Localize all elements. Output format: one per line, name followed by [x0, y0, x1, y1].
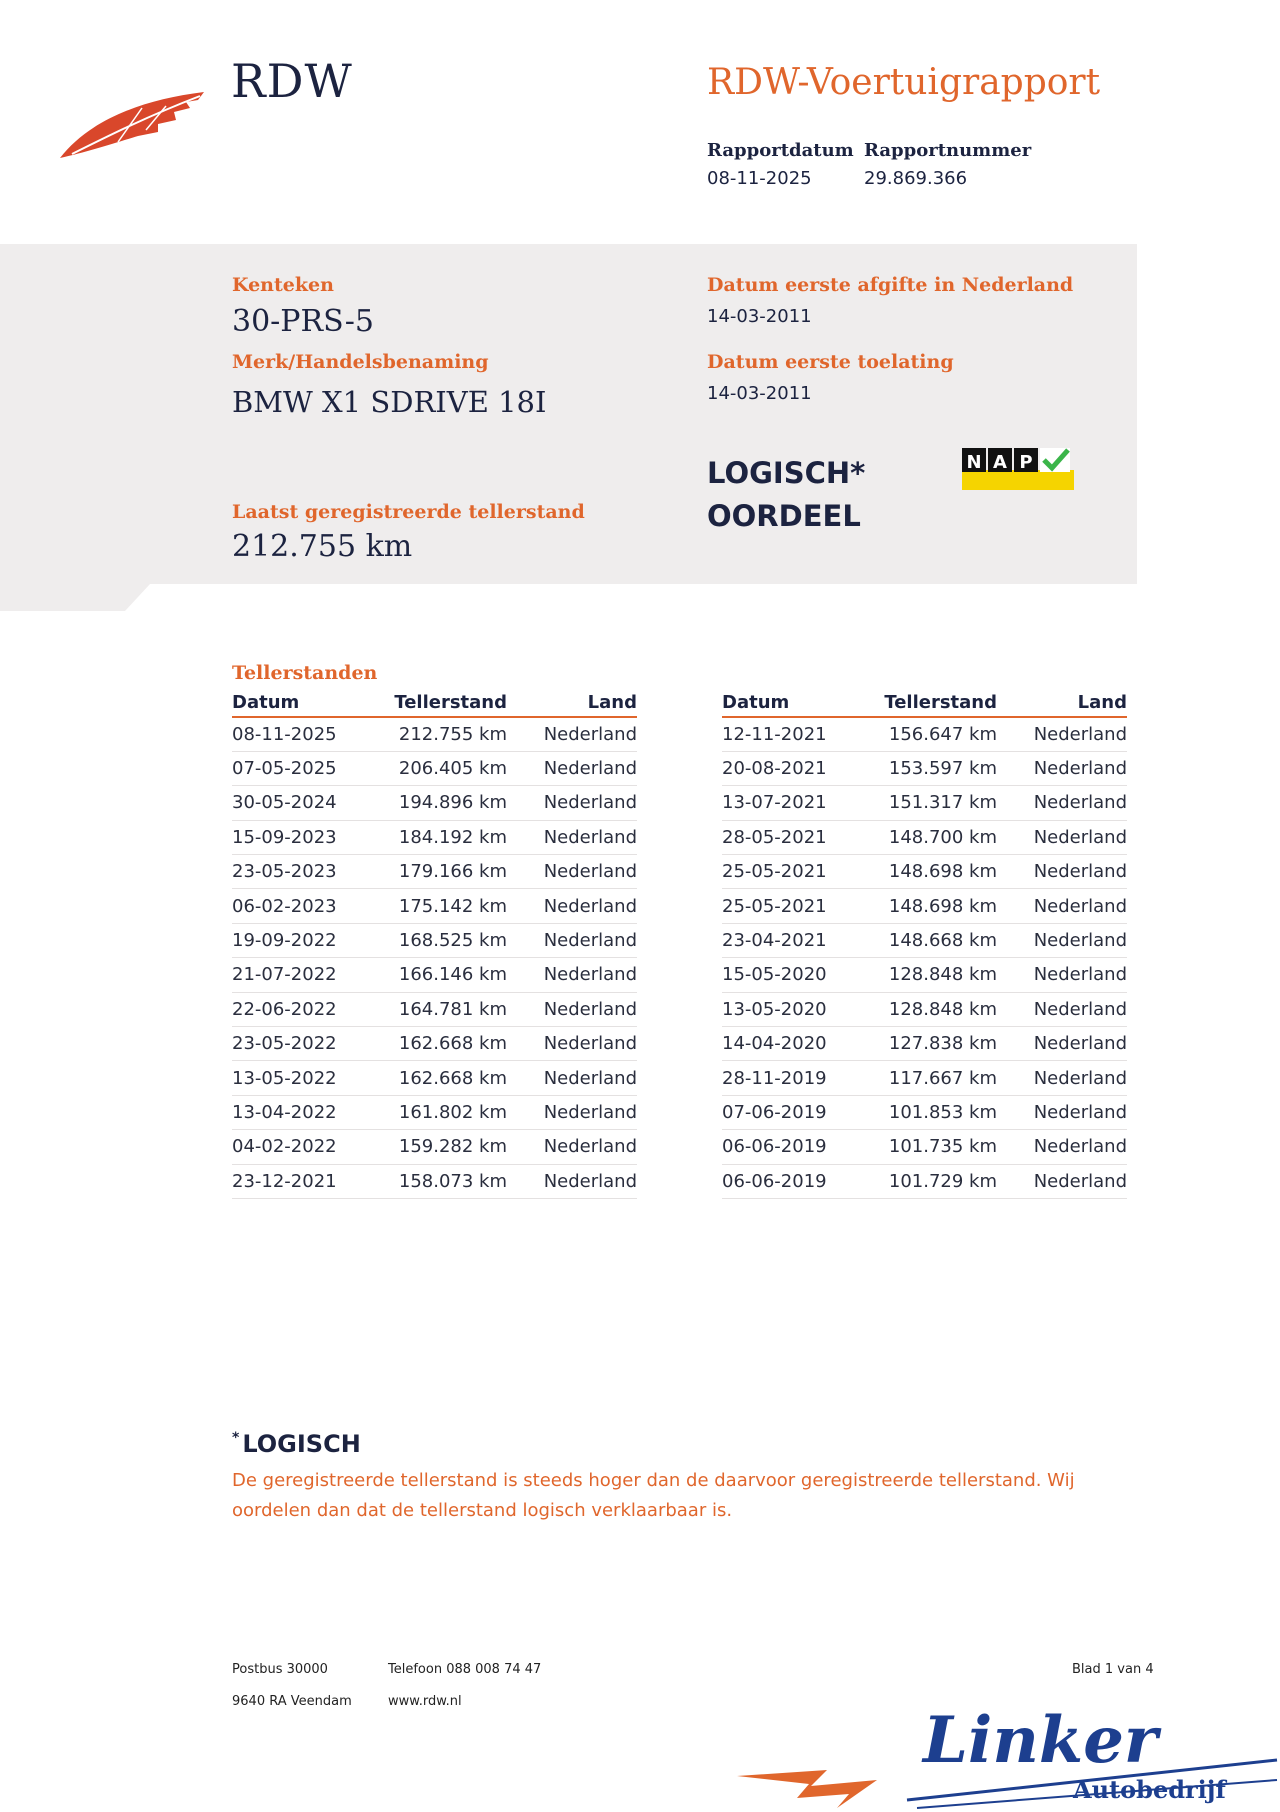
cell-date: 12-11-2021: [722, 717, 882, 751]
odometer-table-right-body: [722, 717, 1127, 1198]
cell-odometer: 168.525 km: [392, 923, 507, 957]
cell-country: Nederland: [507, 923, 637, 957]
cell-odometer: 162.668 km: [392, 1027, 507, 1061]
first-admission-value: 14-03-2011: [707, 383, 812, 404]
cell-date: 28-11-2019: [722, 1061, 882, 1095]
logisch-heading: [232, 1430, 361, 1458]
cell-date: 15-05-2020: [722, 958, 882, 992]
column-header-odometer: Tellerstand: [882, 688, 997, 717]
cell-odometer: 127.838 km: [882, 1027, 997, 1061]
cell-country: Nederland: [507, 958, 637, 992]
table-row: [722, 889, 1127, 923]
table-row: [232, 1027, 637, 1061]
cell-date: 13-04-2022: [232, 1095, 392, 1129]
cell-date: 19-09-2022: [232, 923, 392, 957]
table-row: [722, 1027, 1127, 1061]
plate-label: Kenteken: [232, 274, 334, 296]
report-date-label: Rapportdatum: [707, 140, 854, 161]
cell-odometer: 128.848 km: [882, 992, 997, 1026]
cell-odometer: 162.668 km: [392, 1061, 507, 1095]
cell-date: 23-04-2021: [722, 923, 882, 957]
cell-country: Nederland: [997, 751, 1127, 785]
cell-country: Nederland: [507, 717, 637, 751]
table-row: [722, 1061, 1127, 1095]
cell-odometer: 161.802 km: [392, 1095, 507, 1129]
cell-date: 08-11-2025: [232, 717, 392, 751]
table-row: [722, 923, 1127, 957]
table-row: [232, 1061, 637, 1095]
cell-date: 22-06-2022: [232, 992, 392, 1026]
cell-country: Nederland: [997, 958, 1127, 992]
footer-website[interactable]: www.rdw.nl: [388, 1694, 462, 1709]
verdict-line-1: LOGISCH*: [707, 456, 866, 490]
cell-date: 21-07-2022: [232, 958, 392, 992]
cell-odometer: 153.597 km: [882, 751, 997, 785]
table-row: [722, 717, 1127, 751]
cell-odometer: 117.667 km: [882, 1061, 997, 1095]
table-row: [232, 717, 637, 751]
cell-country: Nederland: [997, 855, 1127, 889]
table-row: [722, 820, 1127, 854]
odometer-table-left-body: [232, 717, 637, 1198]
cell-date: 23-12-2021: [232, 1164, 392, 1198]
table-row: [722, 786, 1127, 820]
cell-country: Nederland: [507, 1164, 637, 1198]
cell-date: 13-05-2020: [722, 992, 882, 1026]
cell-odometer: 148.668 km: [882, 923, 997, 957]
table-row: [232, 1164, 637, 1198]
cell-country: Nederland: [997, 1095, 1127, 1129]
dealer-logo: [737, 1690, 1280, 1812]
cell-odometer: 159.282 km: [392, 1130, 507, 1164]
table-row: [722, 751, 1127, 785]
column-header-date: Datum: [722, 688, 882, 717]
cell-country: Nederland: [507, 751, 637, 785]
cell-country: Nederland: [507, 1095, 637, 1129]
logisch-explanation: De geregistreerde tellerstand is steeds hoger dan de daarvoor geregistreerde tellerstand. Wij oordelen dan dat de tellerstand logisch verklaarbaar is.: [232, 1470, 1075, 1521]
verdict-title: [707, 452, 865, 538]
table-row: [722, 958, 1127, 992]
table-row: [232, 1095, 637, 1129]
table-row: [722, 992, 1127, 1026]
cell-odometer: 148.698 km: [882, 889, 997, 923]
cell-country: Nederland: [997, 889, 1127, 923]
make-label: Merk/Handelsbenaming: [232, 351, 489, 373]
dealer-name: Linker: [923, 1703, 1158, 1778]
odometer-table-right: [722, 688, 1127, 1199]
cell-country: Nederland: [997, 1027, 1127, 1061]
table-row: [232, 923, 637, 957]
plate-value: 30-PRS-5: [232, 304, 374, 339]
footer-postbus: Postbus 30000: [232, 1662, 328, 1677]
report-number-value: 29.869.366: [864, 168, 968, 189]
cell-date: 23-05-2023: [232, 855, 392, 889]
cell-date: 13-05-2022: [232, 1061, 392, 1095]
odometer-history-heading: Tellerstanden: [232, 662, 378, 684]
cell-country: Nederland: [997, 1130, 1127, 1164]
cell-country: Nederland: [997, 992, 1127, 1026]
cell-date: 23-05-2022: [232, 1027, 392, 1061]
table-row: [722, 1130, 1127, 1164]
cell-odometer: 156.647 km: [882, 717, 997, 751]
cell-date: 30-05-2024: [232, 786, 392, 820]
first-admission-label: Datum eerste toelating: [707, 351, 954, 373]
cell-odometer: 148.698 km: [882, 855, 997, 889]
cell-odometer: 166.146 km: [392, 958, 507, 992]
cell-date: 28-05-2021: [722, 820, 882, 854]
cell-country: Nederland: [507, 1027, 637, 1061]
cell-odometer: 128.848 km: [882, 958, 997, 992]
table-row: [232, 855, 637, 889]
cell-date: 13-07-2021: [722, 786, 882, 820]
report-number-label: Rapportnummer: [864, 140, 1032, 161]
table-row: [722, 1095, 1127, 1129]
page-title: RDW-Voertuigrapport: [707, 62, 1101, 103]
cell-country: Nederland: [997, 923, 1127, 957]
cell-date: 06-02-2023: [232, 889, 392, 923]
cell-country: Nederland: [507, 855, 637, 889]
table-row: [232, 889, 637, 923]
column-header-country: Land: [997, 688, 1127, 717]
cell-date: 20-08-2021: [722, 751, 882, 785]
verdict-line-2: OORDEEL: [707, 499, 861, 533]
cell-odometer: 179.166 km: [392, 855, 507, 889]
cell-date: 25-05-2021: [722, 889, 882, 923]
table-row: [232, 751, 637, 785]
table-row: [232, 958, 637, 992]
brand-name: RDW: [231, 54, 353, 108]
odometer-table-left: [232, 688, 637, 1199]
footnote-star: *: [232, 1430, 240, 1446]
nap-letter-p: P: [1019, 452, 1033, 473]
cell-odometer: 158.073 km: [392, 1164, 507, 1198]
cell-date: 07-05-2025: [232, 751, 392, 785]
table-row: [722, 1164, 1127, 1198]
cell-country: Nederland: [997, 786, 1127, 820]
cell-country: Nederland: [997, 717, 1127, 751]
page-number: Blad 1 van 4: [1072, 1662, 1154, 1677]
cell-odometer: 101.729 km: [882, 1164, 997, 1198]
cell-country: Nederland: [997, 1164, 1127, 1198]
table-header-row: [722, 688, 1127, 717]
table-row: [232, 1130, 637, 1164]
cell-date: 15-09-2023: [232, 820, 392, 854]
cell-odometer: 164.781 km: [392, 992, 507, 1026]
cell-odometer: 206.405 km: [392, 751, 507, 785]
cell-country: Nederland: [507, 820, 637, 854]
table-row: [722, 855, 1127, 889]
column-header-country: Land: [507, 688, 637, 717]
cell-odometer: 194.896 km: [392, 786, 507, 820]
cell-odometer: 151.317 km: [882, 786, 997, 820]
cell-country: Nederland: [997, 1061, 1127, 1095]
logisch-heading-text: LOGISCH: [242, 1430, 361, 1458]
column-header-date: Datum: [232, 688, 392, 717]
odometer-value: 212.755 km: [232, 529, 413, 564]
cell-odometer: 101.735 km: [882, 1130, 997, 1164]
cell-odometer: 184.192 km: [392, 820, 507, 854]
cell-country: Nederland: [507, 889, 637, 923]
cell-country: Nederland: [507, 1061, 637, 1095]
nap-logo-icon: [960, 444, 1076, 492]
cell-date: 25-05-2021: [722, 855, 882, 889]
cell-odometer: 148.700 km: [882, 820, 997, 854]
table-row: [232, 786, 637, 820]
footer-phone: Telefoon 088 008 74 47: [388, 1662, 542, 1677]
cell-country: Nederland: [507, 992, 637, 1026]
cell-date: 04-02-2022: [232, 1130, 392, 1164]
first-registration-nl-label: Datum eerste afgifte in Nederland: [707, 274, 1074, 296]
table-header-row: [232, 688, 637, 717]
cell-odometer: 101.853 km: [882, 1095, 997, 1129]
cell-country: Nederland: [507, 786, 637, 820]
table-row: [232, 992, 637, 1026]
cell-country: Nederland: [997, 820, 1127, 854]
rdw-logo-icon: [58, 82, 208, 162]
summary-panel-background: [0, 244, 1137, 611]
cell-odometer: 212.755 km: [392, 717, 507, 751]
dealer-subtitle: Autobedrijf: [1073, 1775, 1226, 1804]
cell-date: 06-06-2019: [722, 1164, 882, 1198]
cell-country: Nederland: [507, 1130, 637, 1164]
make-value: BMW X1 SDRIVE 18I: [232, 385, 547, 419]
cell-date: 14-04-2020: [722, 1027, 882, 1061]
stripe-icon: [737, 1770, 877, 1808]
cell-date: 07-06-2019: [722, 1095, 882, 1129]
nap-letter-n: N: [966, 452, 982, 473]
cell-date: 06-06-2019: [722, 1130, 882, 1164]
footer-address: 9640 RA Veendam: [232, 1694, 352, 1709]
odometer-label: Laatst geregistreerde tellerstand: [232, 501, 585, 523]
cell-odometer: 175.142 km: [392, 889, 507, 923]
first-registration-nl-value: 14-03-2011: [707, 306, 812, 327]
table-row: [232, 820, 637, 854]
report-date-value: 08-11-2025: [707, 168, 812, 189]
column-header-odometer: Tellerstand: [392, 688, 507, 717]
nap-letter-a: A: [993, 452, 1007, 473]
